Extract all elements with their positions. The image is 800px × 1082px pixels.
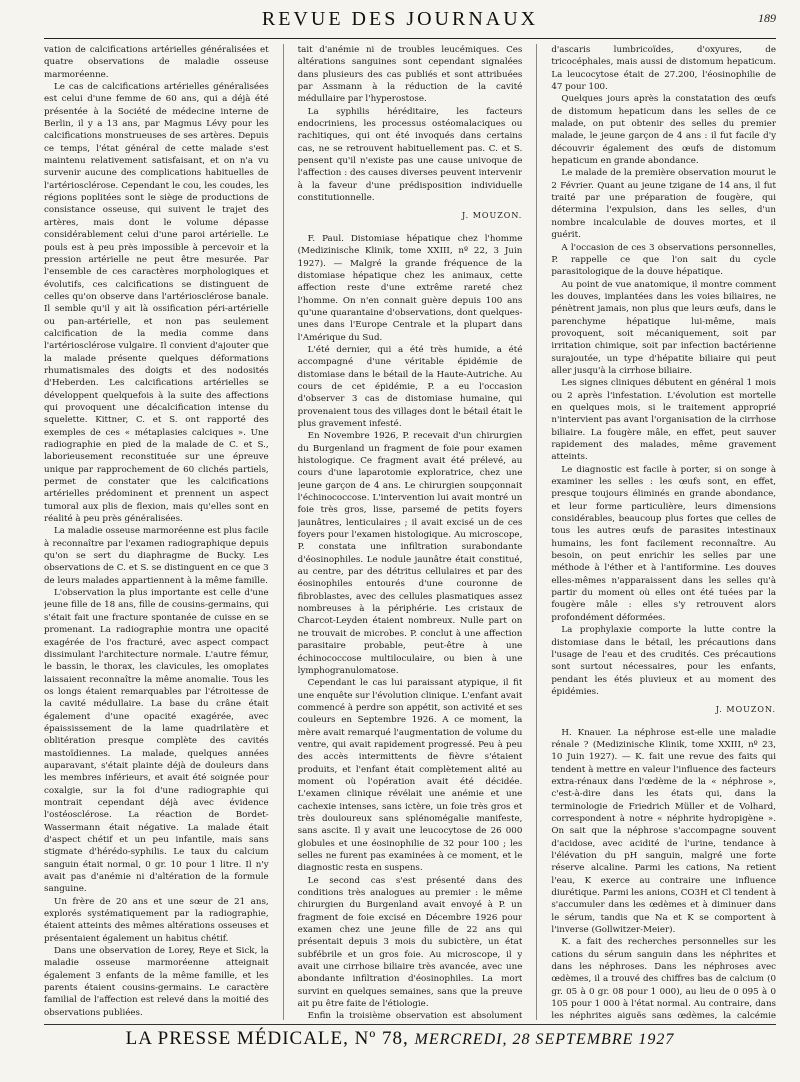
paragraph: Cependant le cas lui paraissant atypique, il fit une enquête sur l'évolution clinique. L'enfant avait commencé à perdre son appétit, son activité et ses couleurs en Septembre 1926. A ce moment, la mère avait remarqué l'augmentation de volume du ventre, qui avait rapidement progressé. Peu à peu des accès intermittents de fièvre s'étaient produits, et l'enfant était complètement alité au moment où l'opération avait été décidée. L'examen clinique révélait une anémie et une cachexie intenses, sans ictère, un foie très gros et très douloureux sans splénomégalie manifeste, sans ascite. Il y avait une leucocytose de 26 000 globules et une éosinophilie de 32 pour 100 ; les selles ne furent pas examinées à ce moment, et le diagnostic resta en suspens. <box>297 678 523 874</box>
paragraph: Le second cas s'est présenté dans des conditions très analogues au premier : le même chirurgien du Burgenland avait envoyé à P. un fragment de foie excisé en Décembre 1926 pour examen chez une jeune fille de 22 ans qui présentait depuis 3 mois du subictère, un état subfébrile et un gros foie. Au microscope, il y avait une cirrhose biliaire très avancée, avec une abondante infiltration d'éosinophiles. La mort survint en quelques semaines, sans que la preuve ait pu être faite de l'étiologie. <box>297 875 523 1010</box>
paragraph: Le malade de la première observation mourut le 2 Février. Quant au jeune tzigane de 14 ans, il fut traité par une préparation de fougère, qui détermina l'expulsion, dans les selles, d'un nombre incalculable de douves mortes, et il guérit. <box>551 168 776 241</box>
footer-rule <box>44 1024 776 1025</box>
footer-publication: LA PRESSE MÉDICALE, Nº 78, <box>125 1028 409 1049</box>
header-rule <box>44 38 776 39</box>
paragraph: La maladie osseuse marmoréenne est plus facile à reconnaître par l'examen radiographique depuis qu'on se sert du diaphragme de Bucky. Les observations de C. et S. se distinguent en ce que 3 de leurs malades appartiennent à la même famille. <box>44 526 269 586</box>
paragraph: K. a fait des recherches personnelles sur les cations du sérum sanguin dans les néphrites et dans les néphroses. Dans les néphroses avec œdèmes, il a trouvé des chiffres bas de calcium (0 gr. 05 à 0 gr. 08 pour 1 000), au lieu de 0 095 à 0 105 pour 1 000 à l'état normal. Au contraire, dans les néphrites aiguës sans œdèmes, la calcémie <box>551 937 776 1020</box>
abstract-start: F. Paul. Distomiase hépatique chez l'homme (Medizinische Klinik, tome XXIII, nº 22, 3 Juin 1927). — Malgré la grande fréquence de la distomiase hépatique chez les animaux, cette affection reste d'une extrême rareté chez l'homme. On n'en connait guère depuis 100 ans qu'une quarantaine d'observations, dont quelques-unes dans l'Europe Centrale et la plupart dans l'Amérique du Sud. <box>297 233 523 343</box>
text-columns <box>44 44 776 1020</box>
paragraph: En Novembre 1926, P. recevait d'un chirurgien du Burgenland un fragment de foie pour examen histologique. Ce fragment avait été prélevé, au cours d'une laparotomie exploratrice, chez une jeune garçon de 4 ans. Le chirurgien soupçonnait l'échinococcose. L'intervention lui avait montré un foie très gros, lisse, parsemé de petits foyers jaunâtres, lenticulaires ; il avait excisé un de ces foyers pour l'examen histologique. Au microscope, P. constata une infiltration surabondante d'éosinophiles. Le nodule jaunâtre était constitué, au centre, par des détritus cellulaires et par des éosinophiles entourés d'une couronne de fibroblastes, avec des cellules plasmatiques assez nombreuses à la périphérie. Les cristaux de Charcot-Leyden étaient nombreux. Nulle part on ne trouvait de microbes. P. conclut à une affection parasitaire probable, peut-être à une échinococcose multiloculaire, ou bien à une lymphogranulomatose. <box>297 431 523 676</box>
paragraph: vation de calcifications artérielles généralisées et quatre observations de maladie osseuse marmoréenne. <box>44 45 269 80</box>
column-middle <box>298 44 523 1020</box>
page-number: 189 <box>758 11 776 25</box>
running-head: REVUE DES JOURNAUX <box>261 8 539 30</box>
paragraph: Quelques jours après la constatation des œufs de distomum hepaticum dans les selles de ce malade, on put obtenir des selles du premier malade, le jeune garçon de 4 ans : il fut facile d'y découvrir également des œufs de distomum hepaticum en grande abondance. <box>551 94 776 167</box>
paragraph: A l'occasion de ces 3 observations personnelles, P. rappelle ce que l'on sait du cycle parasitologique de la douve hépatique. <box>551 242 776 278</box>
footer-date: MERCREDI, 28 SEPTEMBRE 1927 <box>414 1031 675 1048</box>
paragraph: La syphilis héréditaire, les facteurs endocriniens, les processus ostéomalaciques ou rachitiques, qui ont été invoqués dans certains cas, ne se retrouvent habituellement pas. C. et S. pensent qu'il n'existe pas une cause univoque de l'affection : des causes diverses peuvent intervenir à la faveur d'une prédisposition individuelle constitutionnelle. <box>297 106 523 204</box>
paragraph: Le cas de calcifications artérielles généralisées est celui d'une femme de 60 ans, qui a déjà été présentée à la Société de médecine interne de Berlin, il y a 13 ans, par Magmus Lévy pour les calcifications monstrueuses de ses artères. Depuis ce temps, l'état général de cette malade s'est maintenu relativement satisfaisant, et on n'a vu survenir aucune des complications habituelles de l'artériosclérose. Cependant le cou, les coudes, les régions poplitées sont le siège de productions de consistance osseuse, qui suivent le trajet des artères, mais dont le volume dépasse considérablement celui d'une paroi artérielle. Le pouls est à peu près impossible à percevoir et la pression artérielle ne peut être mesurée. Par l'ensemble de ces caractères morphologiques et évolutifs, ces calcifications se distinguent de celles qu'on observe dans l'artériosclérose banale. Il semble qu'il y ait là ossification péri-artérielle ou pan-artérielle, et non pas seulement calcification de la media comme dans l'artériosclérose vulgaire. Il convient d'ajouter que la malade présente quelques déformations rhumatismales des doigts et des nodosités d'Heberden. Les calcifications artérielles se développent quelquefois à la suite des affections qui provoquent une décalcification intense du squelette. Kittner, C. et S. ont rapporté des exemples de ces « métaplasies calciques ». Une radiographie en pied de la malade de C. et S., laborieusement reconstituée sur une épreuve unique par rapprochement de 60 clichés partiels, permet de constater que les calcifications artérielles prédominent et prennent un aspect tumoral aux plis de flexion, mais qu'elles sont en réalité à peu près généralisées. <box>44 82 269 525</box>
paragraph: Un frère de 20 ans et une sœur de 21 ans, explorés systématiquement par la radiographie, étaient atteints des mêmes altérations osseuses et présentaient également un habitus chétif. <box>44 896 269 944</box>
paragraph: Les signes cliniques débutent en général 1 mois ou 2 après l'infestation. L'évolution est mortelle en quelques mois, si le traitement approprié n'intervient pas avant l'organisation de la cirrhose biliaire. La fougère mâle, en effet, peut sauver rapidement des malades, même gravement atteints. <box>551 378 776 463</box>
paragraph: tait d'anémie ni de troubles leucémiques. Ces altérations sanguines sont cependant signalées dans plusieurs des cas publiés et sont attribuées par Assmann à la réduction de la cavité médullaire par l'hyperostose. <box>297 45 523 105</box>
column-divider <box>283 44 284 1020</box>
column-left <box>44 44 269 1020</box>
paragraph: Le diagnostic est facile à porter, si on songe à examiner les selles : les œufs sont, en effet, presque toujours éliminés en grande abondance, et leur forme particulière, leurs dimensions considérables, beaucoup plus fortes que celles de tous les autres œufs de parasites intestinaux humains, les font facilement reconnaître. Au besoin, on peut enrichir les selles par une méthode à l'éther et à l'antiformine. Les douves elles-mêmes n'apparaissent dans les selles qu'à partir du moment où elles ont été tuées par la fougère mâle : elles s'y retrouvent alors profondément déformées. <box>551 464 776 623</box>
paragraph: Enfin la troisième observation est absolument <box>307 1011 523 1020</box>
paragraph: Dans une observation de Lorey, Reye et Sick, la maladie osseuse marmoréenne atteignait également 3 enfants de la même famille, et les parents étaient cousins-germains. Le caractère familial de l'affection est relevé dans la moitié des observations publiées. <box>44 946 269 1018</box>
column-divider <box>536 44 537 1020</box>
paragraph <box>44 1019 269 1020</box>
column-right <box>551 44 776 1020</box>
page-footer <box>0 1028 800 1050</box>
abstract-start: H. Knauer. La néphrose est-elle une maladie rénale ? (Medizinische Klinik, tome XXIII, nº 23, 10 Juin 1927). — K. fait une revue des faits qui tendent à mettre en valeur l'influence des facteurs extra-rénaux dans l'œdème de la « néphrose », c'est-à-dire dans les états qui, dans la terminologie de Friedrich Müller et de Volhard, correspondent à notre « néphrite hydropigène ». On sait que la néphrose s'accompagne souvent d'acidose, avec acidité de l'urine, tendance à l'élévation du pH sanguin, malgré une forte réserve alcaline. Parmi les cations, Na retient l'eau, K exerce au contraire une influence diurétique. Parmi les anions, CO3H et Cl tendent à s'accumuler dans les œdèmes et à diminuer dans le sérum, tandis que Na et K se comportent à l'inverse (Gollwitzer-Meier). <box>551 727 776 936</box>
paragraph: La prophylaxie comporte la lutte contre la distomiase dans le bétail, les précautions dans l'usage de l'eau et des crudités. Ces précautions sont surtout nécessaires, pour les enfants, pendant les étés pluvieux et au moment des épidémies. <box>551 625 776 697</box>
signature: J. MOUZON. <box>462 211 523 221</box>
paragraph: d'ascaris lumbricoïdes, d'oxyures, de tricocéphales, mais aussi de distomum hepaticum. La leucocytose était de 27.200, l'éosinophilie de 47 pour 100. <box>551 45 776 93</box>
paragraph: Au point de vue anatomique, il montre comment les douves, implantées dans les voies biliaires, ne pénètrent jamais, non plus que leurs œufs, dans le parenchyme hépatique lui-même, mais provoquent, soit mécaniquement, soit par irritation chimique, soit par infection bactérienne surajoutée, un type d'hépatite biliaire qui peut aller jusqu'à la cirrhose biliaire. <box>551 279 776 376</box>
paragraph: L'observation la plus importante est celle d'une jeune fille de 18 ans, fille de cousins-germains, qui s'était fait une fracture spontanée de cuisse en se promenant. La radiographie montra une opacité exagérée de l'os fracturé, avec aspect compact dissimulant l'architecture normale. L'autre fémur, le bassin, le thorax, les clavicules, les omoplates laissaient reconnaître la même anomalie. Tous les os longs étaient remarquables par l'étroitesse de la cavité médullaire. La base du crâne était également d'une opacité exagérée, avec épaississement de la lame quadrilatère et oblitération presque complète des cavités mastoïdiennes. La malade, quelques années auparavant, s'était plainte déjà de douleurs dans les membres inférieurs, et avait été soignée pour coxalgie, sur la foi d'une radiographie qui montrait cependant déjà avec évidence l'ostéosclérose. La réaction de Bordet-Wassermann était négative. La malade était d'aspect chétif et un peu infantile, mais sans stigmate d'hérédo-syphilis. Le taux du calcium sanguin était normal, 0 gr. 10 pour 1 litre. Il n'y avait pas d'anémie ni d'altération de la formule sanguine. <box>44 588 269 895</box>
signature: J. MOUZON. <box>715 705 776 715</box>
page-header <box>0 6 800 44</box>
paragraph: L'été dernier, qui a été très humide, a été accompagné d'une véritable épidémie de distomiase dans le bétail de la Haute-Autriche. Au cours de cet épidémie, P. a eu l'occasion d'observer 3 cas de distomiase humaine, qui provenaient tous des villages dont le bétail était le plus gravement infesté. <box>297 344 523 429</box>
